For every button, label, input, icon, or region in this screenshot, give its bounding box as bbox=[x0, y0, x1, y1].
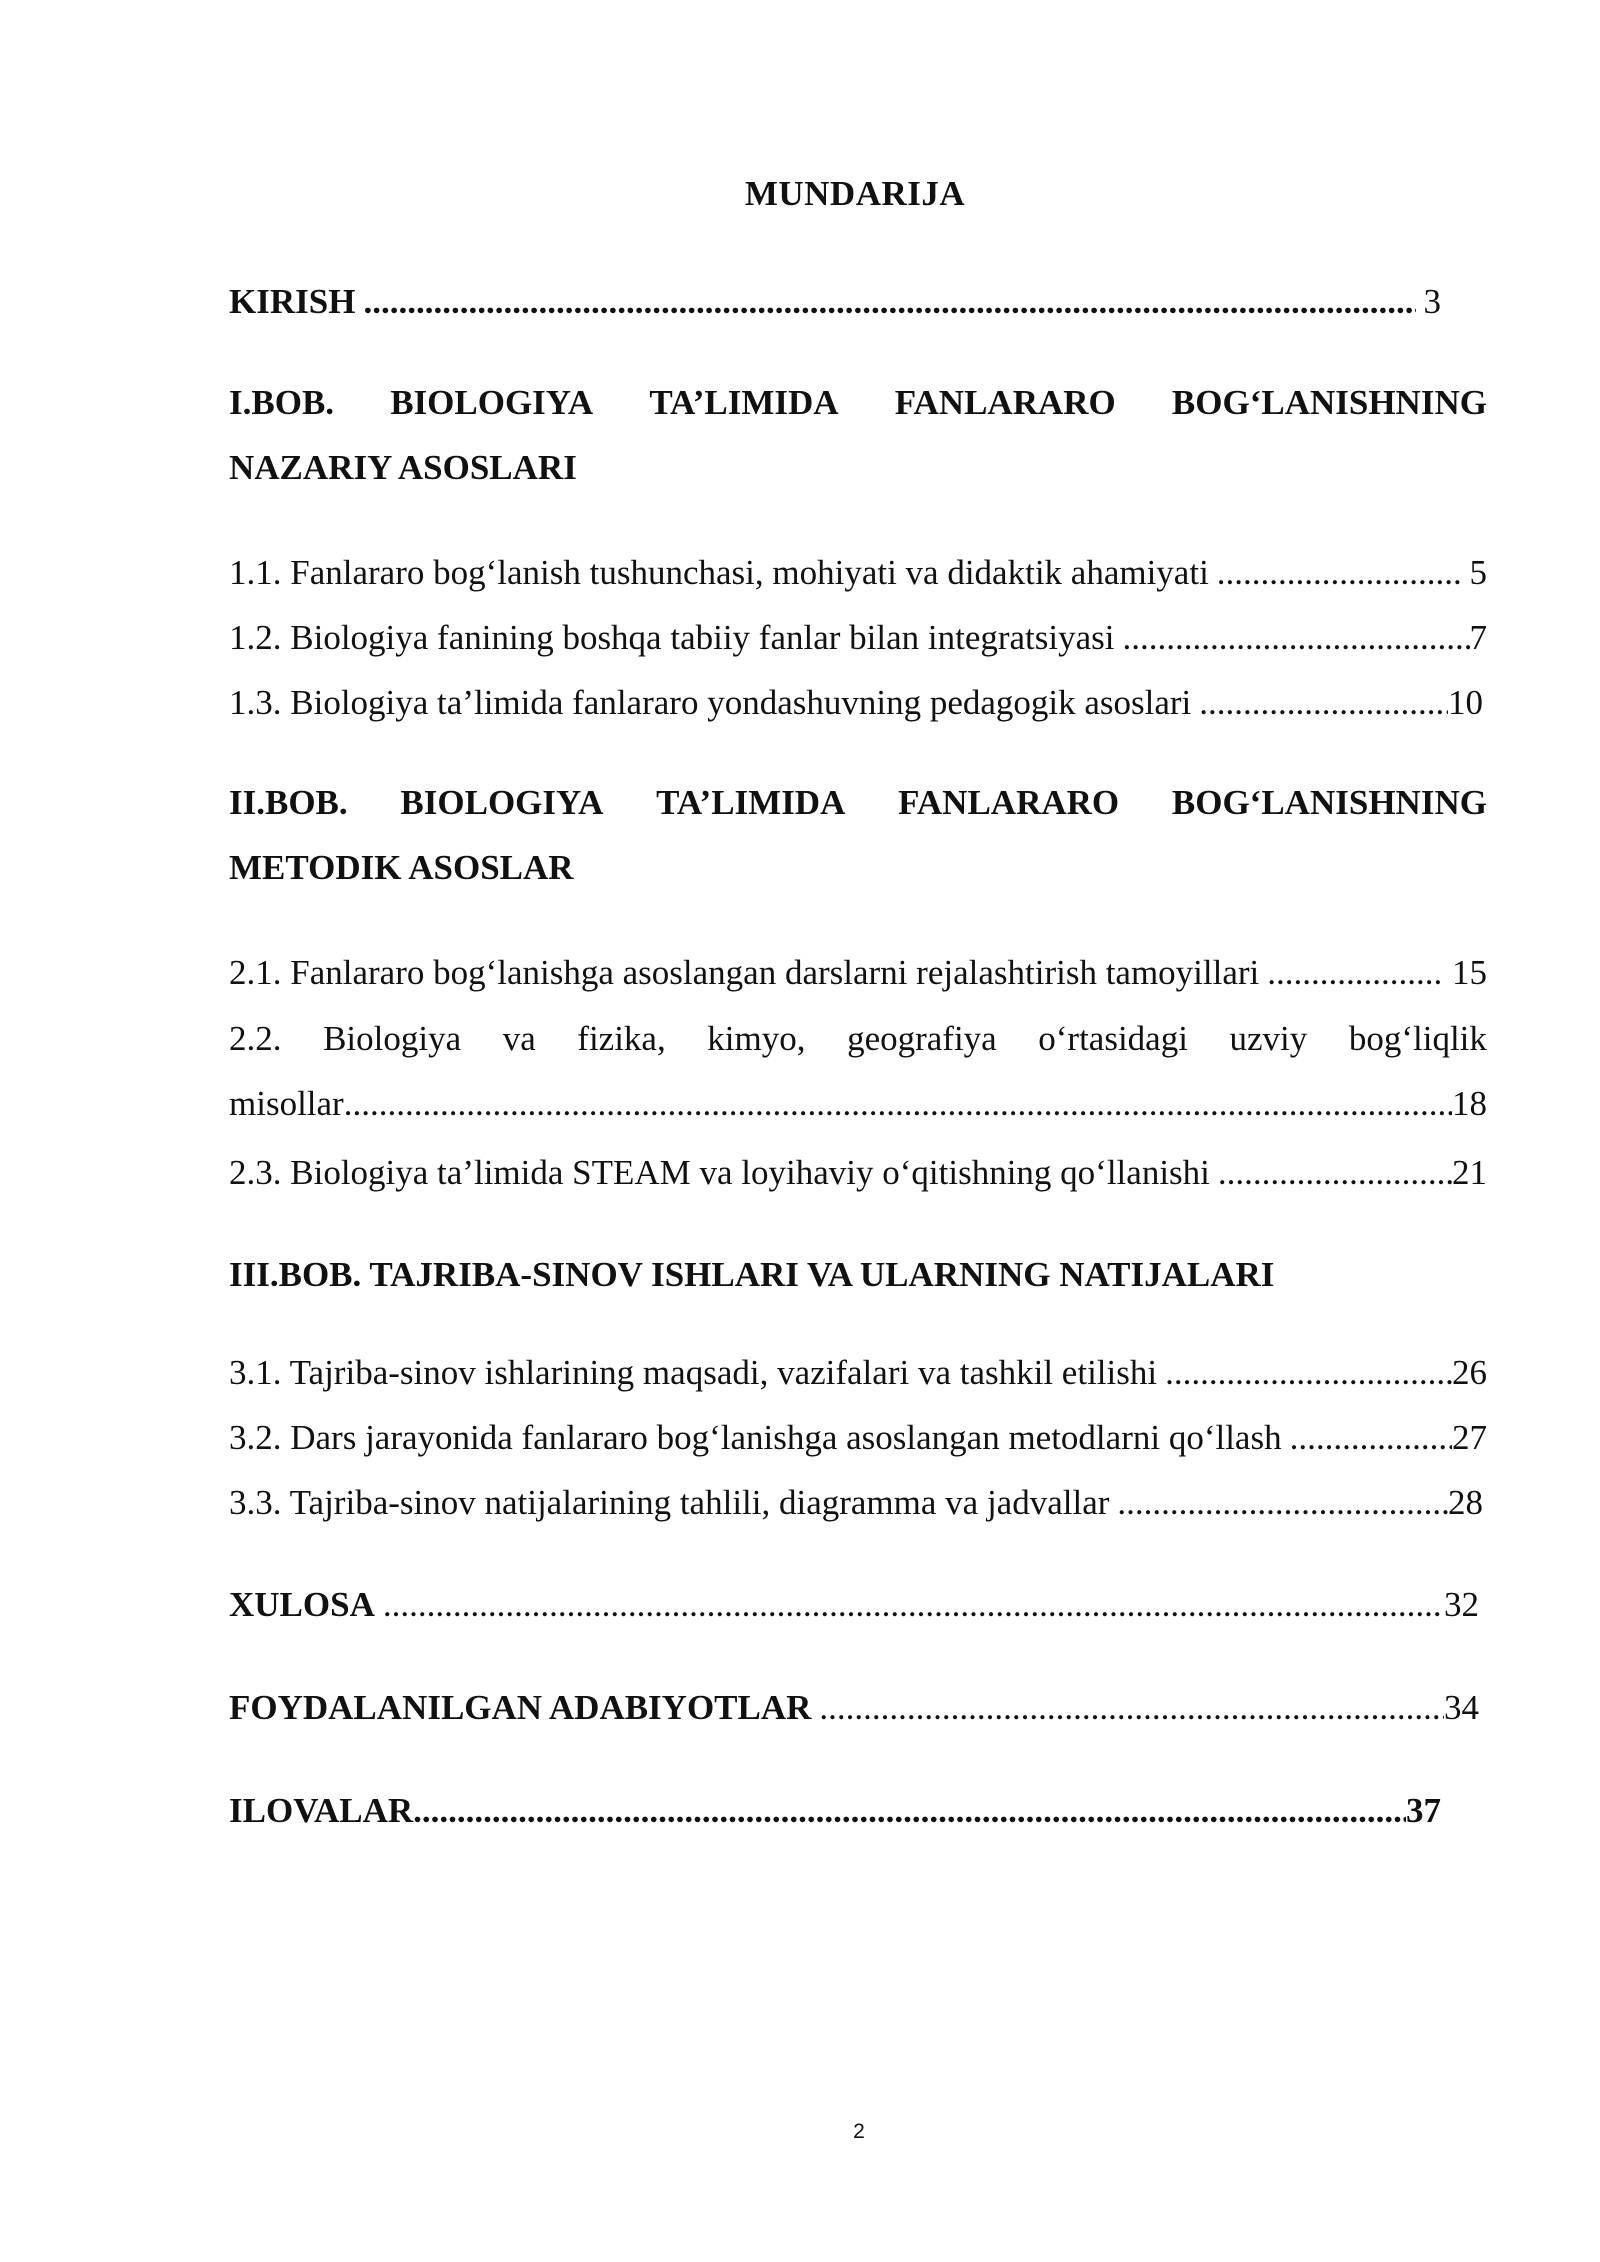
toc-entry-label: 2.3. Biologiya ta’limida STEAM va loyihaviy o‘qitishning qo‘llanishi bbox=[229, 1153, 1210, 1192]
toc-entry-label: 1.2. Biologiya fanining boshqa tabiiy fanlar bilan integratsiyasi bbox=[229, 618, 1115, 657]
leader-dots bbox=[1123, 616, 1470, 660]
leader-dots bbox=[1267, 951, 1442, 995]
leader-dots bbox=[819, 1686, 1444, 1730]
chapter-word: TA’LIMIDA bbox=[656, 783, 846, 822]
toc-entry-line bbox=[229, 1006, 1487, 1071]
toc-word: bog‘liqlik bbox=[1348, 1019, 1487, 1058]
toc-word: geografiya bbox=[847, 1019, 997, 1058]
toc-entry-label: XULOSA bbox=[229, 1585, 375, 1624]
toc-chapter-1[interactable] bbox=[229, 370, 1487, 500]
toc-entry-page: 32 bbox=[1444, 1585, 1479, 1624]
toc-entry-label: 1.3. Biologiya ta’limida fanlararo yondashuvning pedagogik asoslari bbox=[229, 683, 1192, 722]
toc-entry-label: 3.2. Dars jarayonida fanlararo bog‘lanishga asoslangan metodlarni qo‘llash bbox=[229, 1418, 1282, 1457]
toc-entry-2-1[interactable] bbox=[229, 951, 1487, 995]
toc-entry-line2 bbox=[229, 1071, 1487, 1136]
chapter-title-line2: METODIK ASOSLAR bbox=[229, 848, 574, 887]
chapter-word: FANLARARO bbox=[898, 783, 1120, 822]
leader-dots bbox=[363, 280, 1415, 324]
toc-word: va bbox=[502, 1019, 536, 1058]
chapter-word: BOG‘LANISHNING bbox=[1171, 383, 1487, 422]
toc-entry-page: 34 bbox=[1444, 1688, 1479, 1727]
chapter-word: BIOLOGIYA bbox=[390, 383, 594, 422]
chapter-word: FANLARARO bbox=[894, 383, 1116, 422]
toc-entry-ilovalar[interactable] bbox=[229, 1789, 1441, 1833]
leader-dots bbox=[1217, 551, 1460, 595]
leader-dots bbox=[344, 1071, 1452, 1136]
toc-entry-label: 1.1. Fanlararo bog‘lanish tushunchasi, mohiyati va didaktik ahamiyati bbox=[229, 553, 1209, 592]
toc-entry-page: 3 bbox=[1423, 282, 1441, 321]
leader-dots bbox=[383, 1583, 1444, 1627]
leader-dots bbox=[1117, 1481, 1448, 1525]
toc-entry-label: 3.3. Tajriba-sinov natijalarining tahlili, diagramma va jadvallar bbox=[229, 1483, 1110, 1522]
toc-entry-label: FOYDALANILGAN ADABIYOTLAR bbox=[229, 1688, 812, 1727]
toc-entry-label: 3.1. Tajriba-sinov ishlarining maqsadi, vazifalari va tashkil etilishi bbox=[229, 1353, 1158, 1392]
toc-entry-1-1[interactable] bbox=[229, 551, 1487, 595]
toc-entry-3-2[interactable] bbox=[229, 1416, 1487, 1460]
toc-entry-page: 37 bbox=[1406, 1791, 1441, 1830]
leader-dots bbox=[1165, 1351, 1452, 1395]
toc-entry-2-2[interactable] bbox=[229, 1006, 1487, 1136]
toc-entry-label: ILOVALAR bbox=[229, 1791, 414, 1830]
toc-entry-page: 18 bbox=[1452, 1084, 1487, 1123]
chapter-word: BIOLOGIYA bbox=[400, 783, 604, 822]
toc-word: Biologiya bbox=[323, 1019, 462, 1058]
chapter-word: BOG‘LANISHNING bbox=[1171, 783, 1487, 822]
toc-entry-2-3[interactable] bbox=[229, 1151, 1487, 1195]
toc-chapter-3[interactable] bbox=[229, 1253, 1274, 1297]
toc-word: kimyo, bbox=[707, 1019, 806, 1058]
chapter-title-line bbox=[229, 370, 1487, 435]
leader-dots bbox=[413, 1789, 1406, 1833]
toc-word: 2.2. bbox=[229, 1019, 282, 1058]
toc-entry-page: 21 bbox=[1452, 1153, 1487, 1192]
toc-word: uzviy bbox=[1229, 1019, 1308, 1058]
toc-entry-page: 5 bbox=[1469, 553, 1487, 592]
toc-entry-xulosa[interactable] bbox=[229, 1583, 1479, 1627]
toc-entry-1-3[interactable] bbox=[229, 681, 1483, 725]
page-number: 2 bbox=[853, 2120, 865, 2143]
toc-entry-adabiyotlar[interactable] bbox=[229, 1686, 1479, 1730]
toc-entry-page: 27 bbox=[1452, 1418, 1487, 1457]
chapter-title-line bbox=[229, 770, 1487, 835]
toc-entry-page: 28 bbox=[1448, 1483, 1483, 1522]
toc-entry-label: misollar bbox=[229, 1084, 344, 1123]
toc-chapter-2[interactable] bbox=[229, 770, 1487, 900]
chapter-word: II.BOB. bbox=[229, 783, 348, 822]
toc-entry-label: 2.1. Fanlararo bog‘lanishga asoslangan darslarni rejalashtirish tamoyillari bbox=[229, 953, 1260, 992]
toc-entry-page: 7 bbox=[1469, 618, 1487, 657]
chapter-title-line2: NAZARIY ASOSLARI bbox=[229, 448, 577, 487]
chapter-title-line: III.BOB. TAJRIBA-SINOV ISHLARI VA ULARNING NATIJALARI bbox=[229, 1255, 1275, 1294]
toc-entry-1-2[interactable] bbox=[229, 616, 1487, 660]
chapter-word: TA’LIMIDA bbox=[649, 383, 839, 422]
toc-entry-label: KIRISH bbox=[229, 282, 356, 321]
leader-dots bbox=[1290, 1416, 1452, 1460]
leader-dots bbox=[1199, 681, 1448, 725]
toc-word: fizika, bbox=[577, 1019, 666, 1058]
toc-entry-3-3[interactable] bbox=[229, 1481, 1483, 1525]
toc-entry-3-1[interactable] bbox=[229, 1351, 1487, 1395]
chapter-word: I.BOB. bbox=[229, 383, 335, 422]
toc-word: o‘rtasidagi bbox=[1038, 1019, 1188, 1058]
leader-dots bbox=[1218, 1151, 1452, 1195]
toc-entry-page: 26 bbox=[1452, 1353, 1487, 1392]
toc-entry-page: 10 bbox=[1448, 683, 1483, 722]
toc-entry-page: 15 bbox=[1452, 953, 1487, 992]
toc-entry-kirish[interactable] bbox=[229, 280, 1441, 324]
page-title: MUNDARIJA bbox=[744, 174, 966, 213]
